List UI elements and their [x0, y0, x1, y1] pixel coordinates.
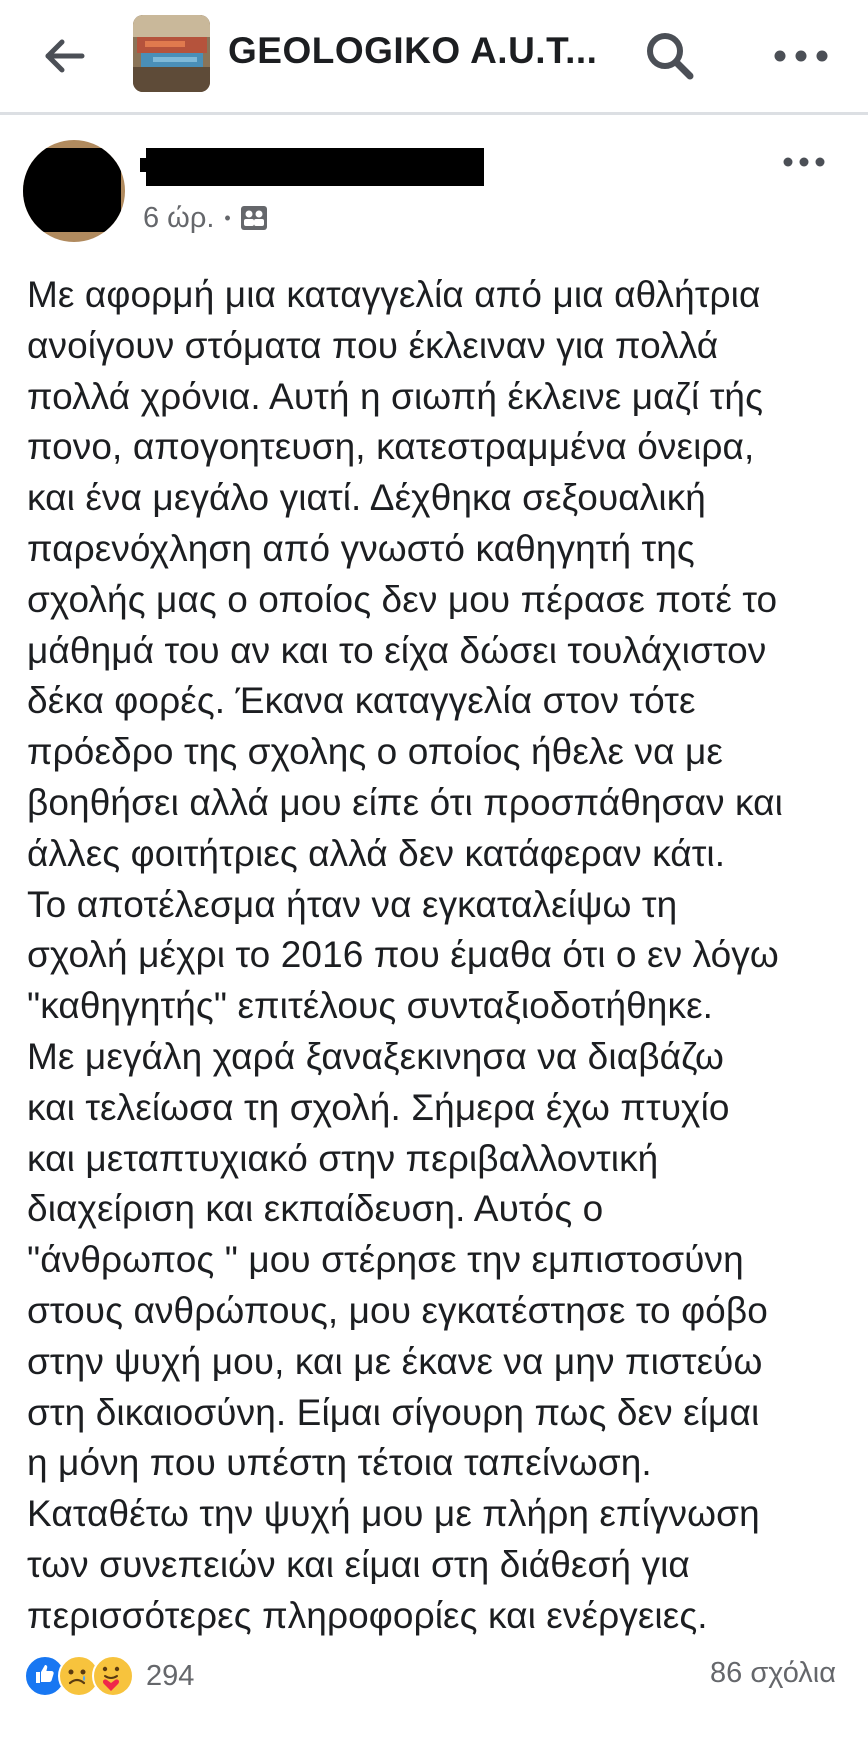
post-text-line: σχολή μέχρι το 2016 που έμαθα ότι ο εν λόγω: [27, 934, 779, 976]
reaction-count: 294: [146, 1659, 195, 1692]
author-name-redacted[interactable]: [146, 148, 484, 186]
post-text-line: άλλες φοιτήτριες αλλά δεν κατάφεραν κάτι.: [27, 832, 726, 874]
care-icon: [92, 1655, 134, 1697]
post-text: [27, 270, 865, 1642]
post-text-line: περισσότερες πληροφορίες και ενέργειες.: [27, 1594, 708, 1636]
post-text-line: στην ψυχή μου, και με έκανε να μην πιστεύω: [27, 1340, 763, 1382]
post-text-line: και ένα μεγάλο γιατί. Δέχθηκα σεξουαλική: [27, 477, 706, 519]
redaction-box: [23, 148, 121, 232]
post-text-line: ανοίγουν στόματα που έκλειναν για πολλά: [27, 324, 719, 366]
post-text-line: μάθημά του αν και το είχα δώσει τουλάχιστον: [27, 629, 767, 671]
post-text-line: σχολής μας ο οποίος δεν μου πέρασε ποτέ το: [27, 578, 778, 620]
post-text-line: και μεταπτυχιακό στην περιβαλλοντική: [27, 1137, 659, 1179]
more-horizontal-icon: [770, 38, 832, 74]
post-text-line: στους ανθρώπους, μου εγκατέστησε το φόβο: [27, 1289, 768, 1331]
more-horizontal-icon: [780, 150, 828, 174]
post-text-line: διαχείριση και εκπαίδευση. Αυτός ο: [27, 1188, 604, 1230]
group-cover-image: [133, 15, 210, 92]
post-text-line: Καταθέτω την ψυχή μου με πλήρη επίγνωση: [27, 1493, 760, 1535]
post-text-line: των συνεπειών και είμαι στη διάθεσή για: [27, 1543, 690, 1585]
arrow-left-icon: [38, 30, 92, 82]
post-text-line: δέκα φορές. Έκανα καταγγελία στον τότε: [27, 680, 696, 722]
post-text-line: πρόεδρο της σχολης ο οποίος ήθελε να με: [27, 731, 723, 773]
post-text-line: πονο, απογοητευση, κατεστραμμένα όνειρα,: [27, 426, 755, 468]
post-text-line: "άνθρωπος " μου στέρησε την εμπιστοσύνη: [27, 1239, 744, 1281]
post-options-button[interactable]: [780, 150, 828, 174]
search-button[interactable]: [640, 26, 700, 86]
post-text-line: βοηθήσει αλλά μου είπε ότι προσπάθησαν και: [27, 781, 783, 823]
post-text-line: Με μεγάλη χαρά ξαναξεκινησα να διαβάζω: [27, 1035, 724, 1077]
post-text-line: η μόνη που υπέστη τέτοια ταπείνωση.: [27, 1442, 652, 1484]
post-text-line: παρενόχληση από γνωστό καθηγητή της: [27, 527, 695, 569]
meta-separator: •: [224, 207, 231, 228]
author-avatar[interactable]: [23, 140, 125, 242]
redaction-box: [140, 158, 148, 172]
top-app-bar: [0, 0, 868, 115]
group-avatar[interactable]: [133, 15, 210, 92]
search-icon: [640, 26, 700, 86]
group-audience-icon: [239, 204, 269, 232]
reactions-summary[interactable]: [24, 1654, 194, 1698]
post-meta: [143, 200, 269, 236]
post-text-line: πολλά χρόνια. Αυτή η σιωπή έκλεινε μαζί τής: [27, 375, 764, 417]
post-text-line: και τελείωσα τη σχολή. Σήμερα έχω πτυχίο: [27, 1086, 730, 1128]
post-text-line: Το αποτέλεσμα ήταν να εγκαταλείψω τη: [27, 883, 678, 925]
comments-count[interactable]: 86 σχόλια: [710, 1657, 836, 1689]
back-button[interactable]: [38, 30, 92, 82]
more-options-button[interactable]: [770, 38, 832, 74]
post-text-line: Με αφορμή μια καταγγελία από μια αθλήτρια: [27, 274, 761, 315]
post-timestamp[interactable]: 6 ώρ.: [143, 201, 215, 234]
post-text-line: στη δικαιοσύνη. Είμαι σίγουρη πως δεν είμαι: [27, 1391, 760, 1433]
post-text-line: "καθηγητής" επιτέλους συνταξιοδοτήθηκε.: [27, 985, 714, 1027]
group-title[interactable]: GEOLOGIKO A.U.T...: [228, 30, 598, 71]
